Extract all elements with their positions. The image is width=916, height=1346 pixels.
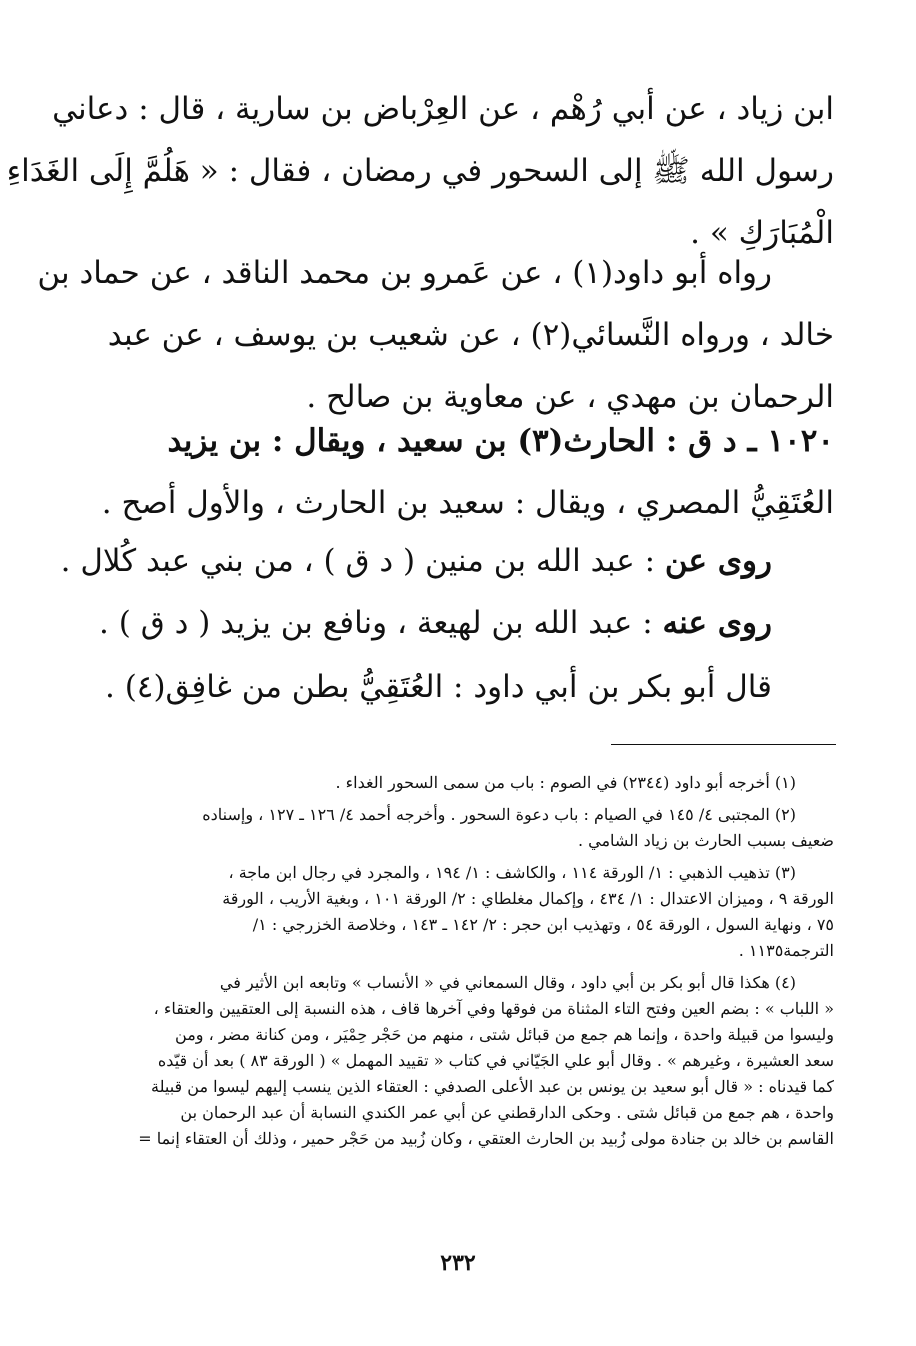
narrated-by-label: روى عنه <box>662 605 772 641</box>
narrated-from-text: : عبد الله بن منين ( د ق ) ، من بني عبد كُلال . <box>60 543 665 579</box>
page-number: ٢٣٢ <box>440 1250 476 1276</box>
narrated-from-label: روى عن <box>664 543 772 579</box>
narrated-by-row <box>74 592 834 654</box>
footnote-4-cont: القاسم بن خالد بن جنادة مولى زُبيد بن الحارث العتقي ، وكان زُبيد من حَجْر حمير ، وذلك أن العتقاء إنما = <box>138 1129 834 1148</box>
footnote-3-cont: الترجمة١١٣٥ . <box>738 941 834 960</box>
footnote-2-cont: ضعيف بسبب الحارث بن زياد الشامي . <box>577 831 834 850</box>
footnote-4-cont: وليسوا من قبيلة واحدة ، وإنما هم جمع من قبائل شتى ، منهم من حَجْر حِمْيَر ، ومن كنانة مضر ، ومن <box>175 1025 834 1044</box>
text-line: ابن زياد ، عن أبي رُهْم ، عن العِرْباض بن سارية ، قال : دعاني <box>52 91 834 127</box>
footnote-4-cont: واحدة ، هم جمع من قبائل شتى . وحكى الدارقطني عن أبي عمر الكندي النسابة أن عبد الرحمان بن <box>180 1103 834 1122</box>
text-line: رواه أبو داود(١) ، عن عَمرو بن محمد الناقد ، عن حماد بن <box>37 255 772 291</box>
narrated-by-text: : عبد الله بن لهيعة ، ونافع بن يزيد ( د ق ) . <box>99 605 663 641</box>
text-line: قال أبو بكر بن أبي داود : العُتَقِيُّ بطن من غافِق(٤) . <box>104 669 772 705</box>
footnote-3-cont: الورقة ٩ ، وميزان الاعتدال : ١/ ٤٣٤ ، وإكمال مغلطاي : ٢/ الورقة ١٠١ ، وبغية الأريب ، الورقة <box>222 889 834 908</box>
footnote-4-cont: سعد العشيرة ، وغيرهم » . وقال أبو علي الجَيّاني في كتاب « تقييد المهمل » ( الورقة ٨٣ ) بعد أن قيّده <box>157 1051 834 1070</box>
text-line: خالد ، ورواه النَّسائي(٢) ، عن شعيب بن يوسف ، عن عبد <box>107 317 834 353</box>
text-line: رسول الله ﷺ إلى السحور في رمضان ، فقال : « هَلُمَّ إِلَى الغَدَاءِ <box>6 153 834 189</box>
paragraph-hadith-text <box>6 78 834 264</box>
narrated-by-line <box>74 592 834 654</box>
narrated-from-row <box>60 530 834 592</box>
entry-heading: ١٠٢٠ ـ د ق : الحارث(٣) بن سعيد ، ويقال : بن يزيد <box>167 423 834 459</box>
abu-bakr-statement <box>74 656 834 718</box>
footnote-separator <box>611 744 836 745</box>
paragraph-narration-chain <box>37 242 834 428</box>
footnote-2: (٢) المجتبى ٤/ ١٤٥ في الصيام : باب دعوة السحور . وأخرجه أحمد ٤/ ١٢٦ ـ ١٢٧ ، وإسناده <box>202 805 796 824</box>
footnote-4-cont: كما قيدناه : « قال أبو سعيد بن يونس بن عبد الأعلى الصدفي : العتقاء الذين ينسب إليهم ليسوا من قبيلة <box>151 1077 834 1096</box>
footnotes <box>74 770 834 1152</box>
footnote-4: (٤) هكذا قال أبو بكر بن أبي داود ، وقال السمعاني في « الأنساب » وتابعه ابن الأثير في <box>219 973 796 992</box>
footnote-1: (١) أخرجه أبو داود (٢٣٤٤) في الصوم : باب من سمى السحور الغداء . <box>335 773 796 792</box>
footnote-4-cont: « اللباب » : بضم العين وفتح التاء المثناة من فوقها وفي آخرها قاف ، هذه النسبة إلى العتقيين والعتقاء ، <box>153 999 834 1018</box>
footnote-3: (٣) تذهيب الذهبي : ١/ الورقة ١١٤ ، والكاشف : ١/ ١٩٤ ، والمجرد في رجال ابن ماجة ، <box>228 863 796 882</box>
biography-entry <box>74 410 834 534</box>
text-line: العُتَقِيُّ المصري ، ويقال : سعيد بن الحارث ، والأول أصح . <box>101 485 834 521</box>
narrated-from-line <box>60 530 834 592</box>
text-line: الرحمان بن مهدي ، عن معاوية بن صالح . <box>306 379 834 415</box>
text-line: الْمُبَارَكِ » . <box>690 215 834 251</box>
footnote-3-cont: ٧٥ ، ونهاية السول ، الورقة ٥٤ ، وتهذيب ابن حجر : ٢/ ١٤٢ ـ ١٤٣ ، وخلاصة الخزرجي : ١/ <box>252 915 834 934</box>
